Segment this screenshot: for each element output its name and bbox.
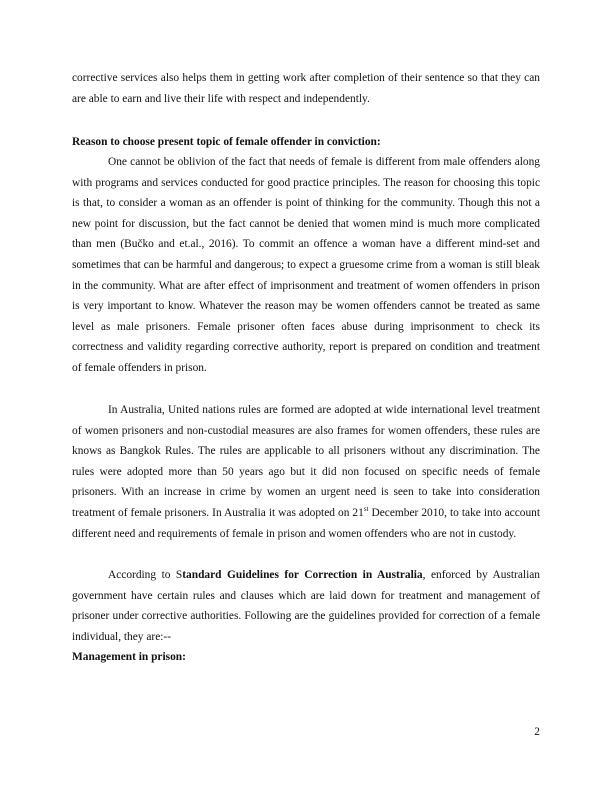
page-number: 2 [534,726,540,738]
paragraph-australia-text-a: In Australia, United nations rules are formed are adopted at wide international level treatment of women prisoners and non-custodial measures are also frames for women offenders, these rules are knows as Bangkok Rules. The rules are applicable to all prisoners without any discrimination. The rules were adopted more than 50 years ago but it did non focused on specific needs of female prisoners. With an increase in crime by women an urgent need is seen to take into consideration treatment of female prisoners. In Australia it was adopted on 21 [72,404,540,519]
guidelines-title: tandard Guidelines for Correction in Australia [182,569,423,581]
paragraph-reason: One cannot be oblivion of the fact that needs of female is different from male offenders along with programs and services conducted for good practice principles. The reason for choosing this topic is that, to consider a woman as an offender is point of thinking for the community. Though this not a new point for discussion, but the fact cannot be denied that women mind is much more complicated than men (Bučko and et.al., 2016). To commit an offence a woman have a different mind-set and sometimes that can be harmful and dangerous; to expect a gruesome crime from a woman is still bleak in the community. What are after effect of imprisonment and treatment of women offenders in prison is very important to know. Whatever the reason may be women offenders cannot be treated as same level as male prisoners. Female prisoner often faces abuse during imprisonment to check its correctness and validity regarding corrective authority, report is prepared on condition and treatment of female offenders in prison. [72,156,540,374]
paragraph-australia-text-b: December 2010, to take into account different need and requirements of female in prison and women offenders who are not in custody. [72,506,541,540]
paragraph-guidelines-text-a: According to S [108,569,183,581]
heading-management-prison: Management in prison: [72,651,186,663]
ordinal-suffix: st [363,505,369,514]
paragraph-guidelines-text-b: , enforced by Australian government have certain rules and clauses which are laid down for treatment and management of prisoner under corrective authorities. Following are the guidelines provided for correction of a female individual, they are:-- [72,569,540,643]
paragraph-australia-rules [72,400,540,544]
paragraph-guidelines [72,565,540,647]
paragraph-intro: corrective services also helps them in getting work after completion of their sentence so that they can are able to earn and live their life with respect and independently. [72,72,540,105]
heading-reason-topic: Reason to choose present topic of female offender in conviction: [72,136,381,148]
